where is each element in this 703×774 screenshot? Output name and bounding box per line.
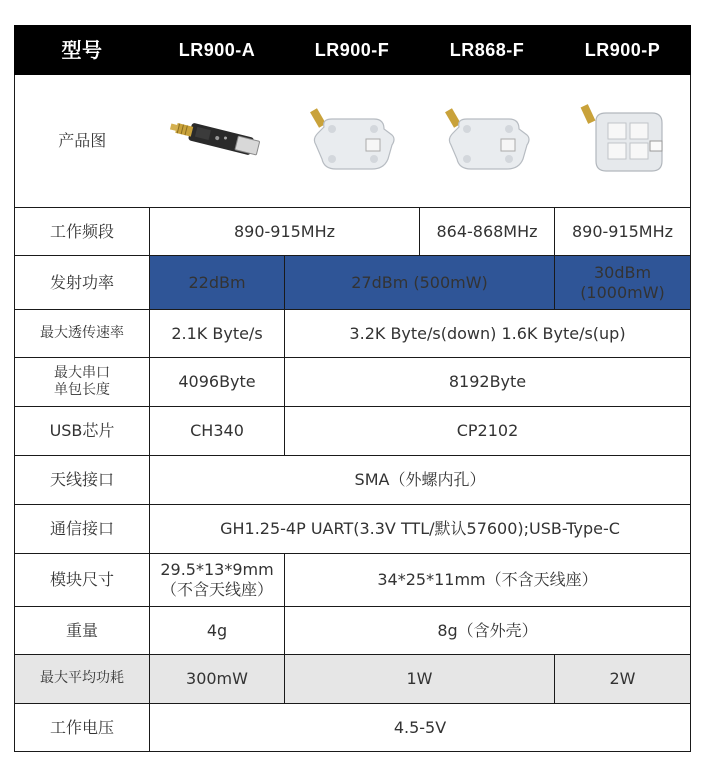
image-row: [15, 75, 691, 208]
model-label: 型号: [15, 26, 150, 75]
packet-a: 4096Byte: [150, 358, 285, 407]
model-lr900-a: LR900-A: [150, 26, 285, 75]
weight-others: 8g（含外壳）: [285, 607, 691, 655]
voltage-all: 4.5-5V: [150, 704, 691, 752]
packet-label-line2: 单包长度: [54, 382, 110, 398]
band-p: 890-915MHz: [555, 208, 691, 256]
rate-label: 最大透传速率: [15, 310, 150, 358]
rate-a: 2.1K Byte/s: [150, 310, 285, 358]
row-voltage: [15, 704, 691, 752]
antenna-label: 天线接口: [15, 456, 150, 505]
product-image-lr900-f: [285, 75, 420, 208]
power-label: 发射功率: [15, 256, 150, 310]
consumption-p: 2W: [555, 655, 691, 704]
antenna-all: SMA（外螺内孔）: [150, 456, 691, 505]
row-size: [15, 554, 691, 607]
usb-a: CH340: [150, 407, 285, 456]
band-a-f: 890-915MHz: [150, 208, 420, 256]
weight-label: 重量: [15, 607, 150, 655]
row-antenna: [15, 456, 691, 505]
lr900-a-image: [167, 109, 267, 169]
size-a: [150, 554, 285, 607]
model-lr900-f: LR900-F: [285, 26, 420, 75]
product-image-lr868-f: [420, 75, 555, 208]
weight-a: 4g: [150, 607, 285, 655]
row-packet: [15, 358, 691, 407]
band-lr868: 864-868MHz: [420, 208, 555, 256]
packet-label: [15, 358, 150, 407]
header-row: [15, 26, 691, 75]
size-others: 34*25*11mm（不含天线座）: [285, 554, 691, 607]
usb-label: USB芯片: [15, 407, 150, 456]
row-consumption: [15, 655, 691, 704]
row-rate: [15, 310, 691, 358]
product-image-lr900-p: [555, 75, 691, 208]
voltage-label: 工作电压: [15, 704, 150, 752]
spec-table: [14, 25, 691, 752]
usb-others: CP2102: [285, 407, 691, 456]
size-a-line1: 29.5*13*9mm: [160, 560, 274, 579]
consumption-label: 最大平均功耗: [15, 655, 150, 704]
consumption-f: 1W: [285, 655, 555, 704]
packet-label-line1: 最大串口: [54, 364, 110, 381]
image-row-label: 产品图: [15, 75, 150, 208]
model-lr868-f: LR868-F: [420, 26, 555, 75]
comm-label: 通信接口: [15, 505, 150, 554]
row-comm: [15, 505, 691, 554]
power-p-line2: (1000mW): [580, 282, 665, 302]
row-usb: [15, 407, 691, 456]
lr900-f-image: [302, 101, 402, 177]
product-image-lr900-a: [150, 75, 285, 208]
row-band: [15, 208, 691, 256]
lr900-p-image: [572, 99, 672, 179]
lr868-f-image: [437, 101, 537, 177]
power-p: [555, 256, 691, 310]
size-label: 模块尺寸: [15, 554, 150, 607]
band-label: 工作频段: [15, 208, 150, 256]
power-a: 22dBm: [150, 256, 285, 310]
consumption-a: 300mW: [150, 655, 285, 704]
rate-others: 3.2K Byte/s(down) 1.6K Byte/s(up): [285, 310, 691, 358]
row-weight: [15, 607, 691, 655]
comm-all: GH1.25-4P UART(3.3V TTL/默认57600);USB-Type-C: [150, 505, 691, 554]
power-p-line1: 30dBm: [593, 262, 652, 282]
power-f: 27dBm (500mW): [285, 256, 555, 310]
model-lr900-p: LR900-P: [555, 26, 691, 75]
size-a-line2: （不含天线座）: [160, 580, 273, 599]
row-power: [15, 256, 691, 310]
packet-others: 8192Byte: [285, 358, 691, 407]
